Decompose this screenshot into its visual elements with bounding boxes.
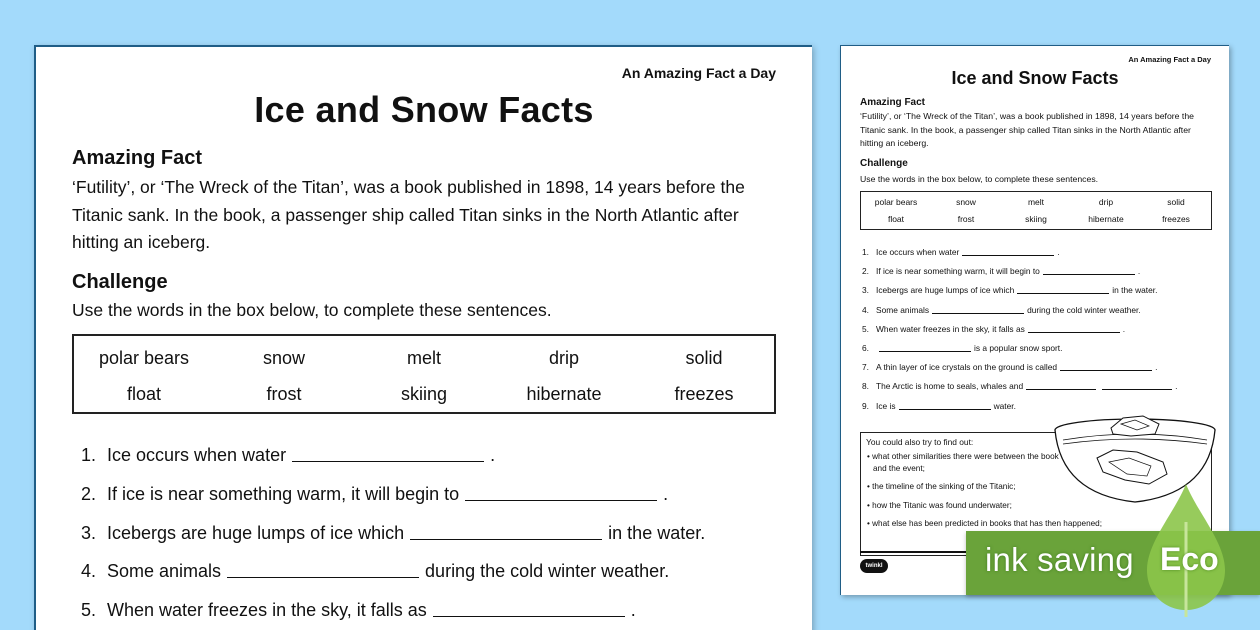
sentence-item: 3. Icebergs are huge lumps of ice which in the water. [81, 522, 706, 543]
answer-blank[interactable] [292, 445, 484, 462]
amazing-fact-text: ‘Futility’, or ‘The Wreck of the Titan’, was a book published in 1898, 14 years before the Titanic sank. In the book, a passenger ship called Titan sinks in the North Atlantic after hitting an iceberg. [860, 111, 1195, 148]
word-box [72, 334, 776, 414]
find-out-item: • the timeline of the sinking of the Titanic; [867, 482, 1016, 491]
sentence-item: 2. If ice is near something warm, it will begin to . [81, 483, 669, 504]
word: solid [685, 348, 723, 368]
sentence-item: 2. If ice is near something warm, it will begin to . [862, 266, 1141, 277]
answer-blank [932, 305, 1024, 314]
sentence-item: 9. Ice is water. [862, 400, 1016, 411]
word: skiing [1025, 214, 1047, 224]
answer-blank [1026, 381, 1096, 390]
answer-blank [1060, 362, 1152, 371]
amazing-fact-heading: Amazing Fact [72, 147, 203, 169]
word: solid [1167, 197, 1185, 207]
sentence-item: 5. When water freezes in the sky, it falls as . [81, 600, 636, 621]
word: polar bears [874, 197, 918, 207]
sentence-item: 1. Ice occurs when water . [862, 247, 1060, 257]
ink-saving-text: ink saving [985, 541, 1134, 578]
challenge-instruction: Use the words in the box below, to complete these sentences. [72, 300, 552, 320]
word: frost [266, 384, 302, 404]
sentence-item: 5. When water freezes in the sky, it falls as . [862, 323, 1126, 334]
tagline: An Amazing Fact a Day [1128, 55, 1211, 64]
word: float [887, 214, 905, 224]
sentence-item: 8. The Arctic is home to seals, whales and . [862, 381, 1178, 392]
sentence-list [862, 247, 1177, 420]
word: drip [548, 348, 579, 368]
tagline: An Amazing Fact a Day [621, 65, 776, 81]
word: melt [406, 348, 441, 368]
answer-blank [879, 343, 971, 352]
word: freezes [674, 384, 734, 404]
word: freezes [1162, 214, 1190, 224]
word: snow [262, 348, 306, 368]
challenge-heading: Challenge [72, 271, 168, 293]
sentence-item: 3. Icebergs are huge lumps of ice which in the water. [862, 285, 1158, 296]
sentence-item: 6. is a popular snow sport. [862, 342, 1063, 353]
answer-blank[interactable] [227, 561, 419, 578]
word: hibernate [1088, 214, 1124, 224]
sentence-item: 1. Ice occurs when water . [81, 445, 496, 465]
sentence-item: 7. A thin layer of ice crystals on the ground is called . [862, 362, 1158, 373]
answer-blank [1102, 381, 1172, 390]
find-out-item: • how the Titanic was found underwater; [867, 500, 1012, 510]
worksheet-preview-large [34, 45, 812, 630]
word: hibernate [526, 384, 602, 404]
answer-blank[interactable] [465, 484, 657, 501]
word: frost [957, 214, 975, 224]
answer-blank [1017, 285, 1109, 294]
twinkl-logo: twinkl [860, 559, 888, 573]
answer-blank[interactable] [433, 600, 625, 617]
eco-label: Eco [1160, 541, 1219, 577]
sentence-item: 4. Some animals during the cold winter weather. [81, 561, 670, 582]
challenge-heading: Challenge [860, 158, 908, 169]
word: melt [1027, 197, 1045, 207]
word: skiing [400, 384, 448, 404]
challenge-instruction: Use the words in the box below, to complete these sentences. [860, 174, 1099, 184]
sentence-list [81, 445, 705, 630]
amazing-fact-text: ‘Futility’, or ‘The Wreck of the Titan’, was a book published in 1898, 14 years before the Titanic sank. In the book, a passenger ship called Titan sinks in the North Atlantic after hitting an iceberg. [72, 177, 745, 252]
word: float [126, 384, 162, 404]
answer-blank [1028, 324, 1120, 333]
word: drip [1098, 197, 1114, 207]
answer-blank [1043, 266, 1135, 275]
word-box [860, 191, 1212, 230]
answer-blank [899, 401, 991, 410]
word: polar bears [98, 348, 190, 368]
page-title: Ice and Snow Facts [951, 68, 1119, 88]
amazing-fact-heading: Amazing Fact [860, 97, 926, 108]
word: snow [956, 197, 976, 207]
find-out-item: • what else has been predicted in books that has then happened; [867, 519, 1103, 528]
answer-blank[interactable] [410, 523, 602, 540]
sentence-item: 4. Some animals during the cold winter weather. [862, 304, 1141, 315]
answer-blank [962, 247, 1054, 256]
find-out-heading: You could also try to find out: [866, 437, 974, 447]
page-title: Ice and Snow Facts [254, 89, 594, 130]
find-out-item: • what other similarities there were between the book and the event; [867, 452, 1059, 473]
